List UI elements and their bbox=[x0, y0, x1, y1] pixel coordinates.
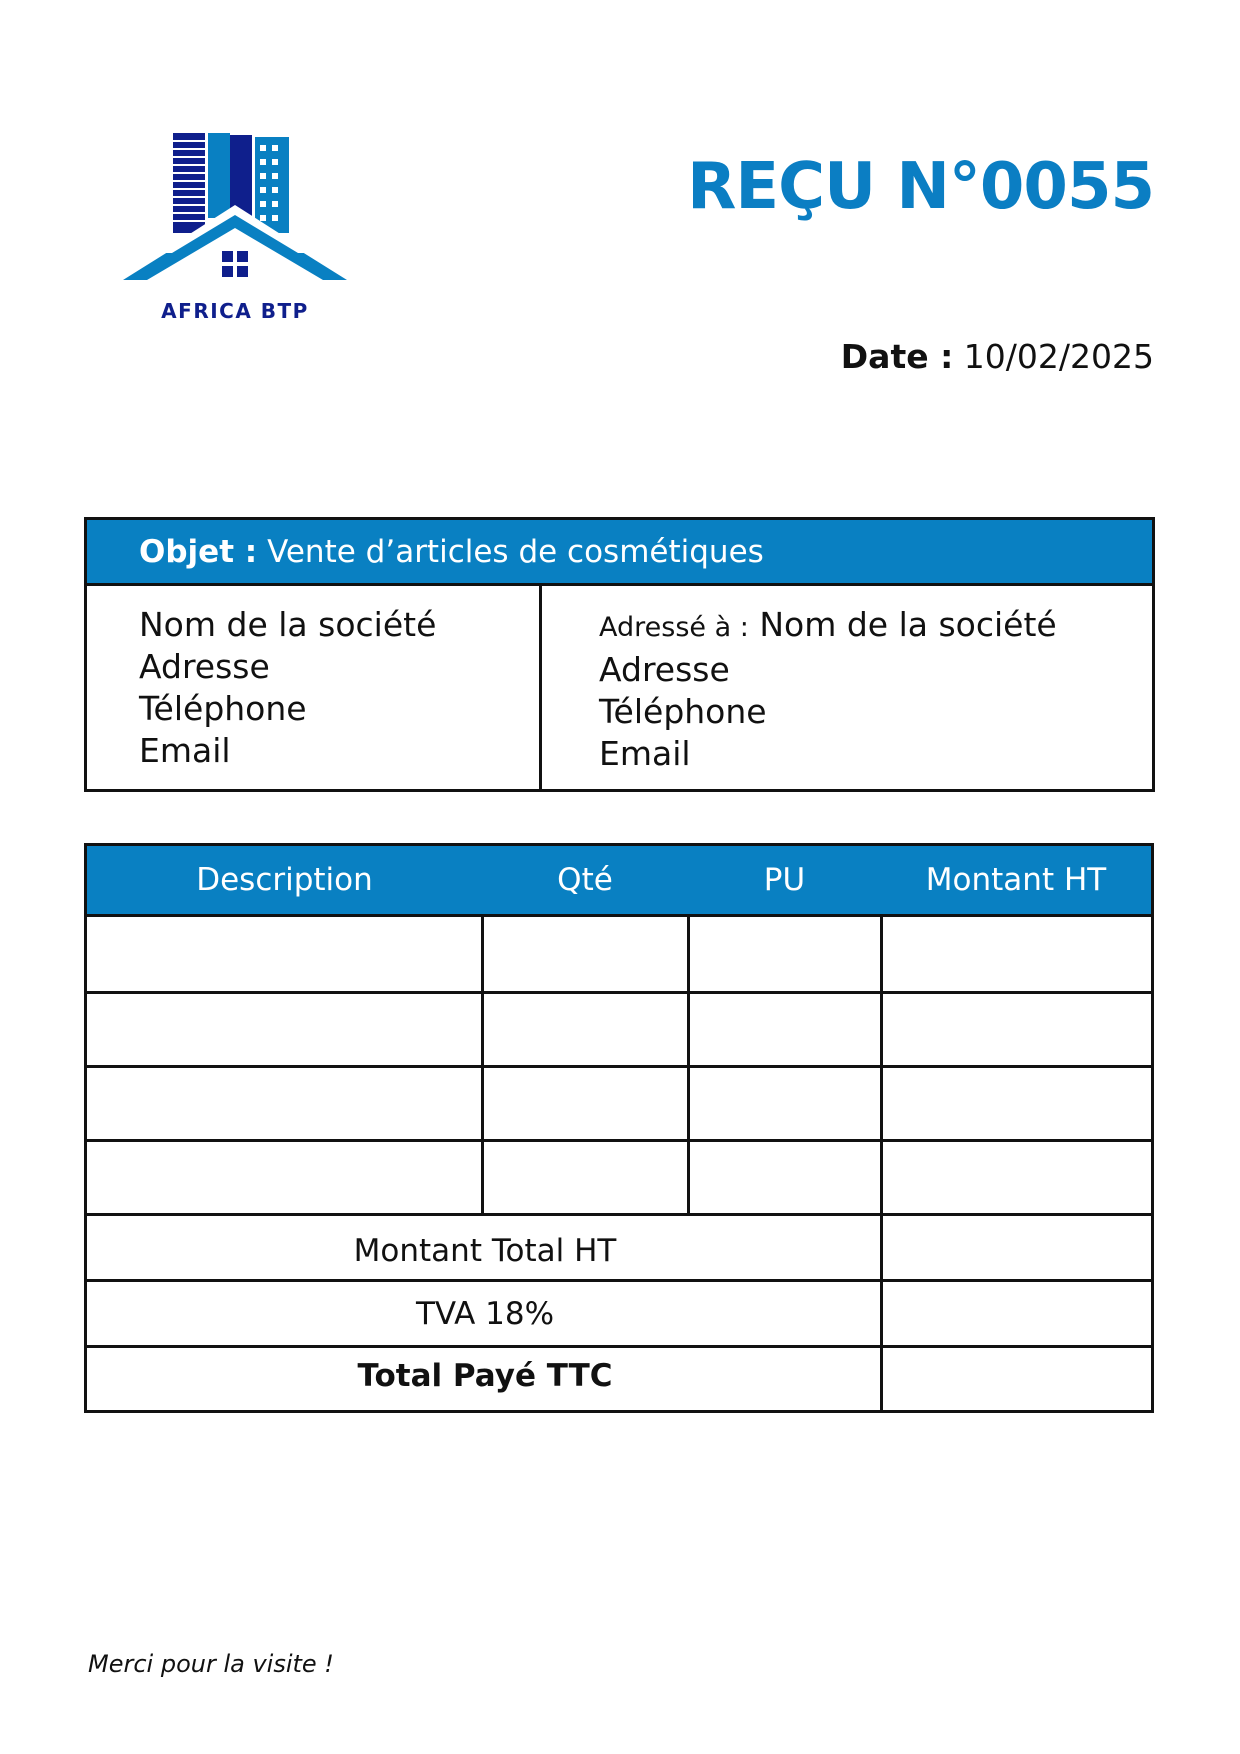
sender-company: Nom de la société bbox=[139, 605, 437, 644]
column-header-amount: Montant HT bbox=[925, 862, 1107, 898]
sender-address: Adresse bbox=[139, 647, 270, 686]
table-row bbox=[87, 1065, 1151, 1068]
company-logo bbox=[120, 125, 350, 335]
recipient-company-line bbox=[599, 604, 1057, 649]
table-row bbox=[87, 991, 1151, 994]
table-row bbox=[87, 1213, 1151, 1216]
recipient-phone: Téléphone bbox=[599, 692, 767, 731]
building-logo-icon bbox=[120, 125, 350, 295]
totals-row-divider bbox=[87, 1345, 1151, 1348]
receipt-title: REÇU N°0055 bbox=[687, 150, 1154, 224]
recipient-block bbox=[599, 604, 1057, 775]
table-header bbox=[87, 846, 1151, 917]
sender-block bbox=[139, 604, 436, 772]
column-header-qty: Qté bbox=[557, 862, 613, 898]
objet-bar bbox=[87, 520, 1152, 586]
recipient-address: Adresse bbox=[599, 650, 730, 689]
date-value: 10/02/2025 bbox=[963, 337, 1154, 376]
receipt-date bbox=[841, 337, 1154, 376]
sender-phone: Téléphone bbox=[139, 689, 307, 728]
column-header-description: Description bbox=[196, 862, 373, 898]
column-header-pu: PU bbox=[763, 862, 806, 898]
objet-value: Vente d’articles de cosmétiques bbox=[267, 534, 764, 570]
recipient-prefix: Adressé à : bbox=[599, 612, 749, 643]
recipient-company: Nom de la société bbox=[759, 605, 1057, 644]
totals-row-divider bbox=[87, 1279, 1151, 1282]
table-row bbox=[87, 1139, 1151, 1142]
recipient-email: Email bbox=[599, 734, 691, 773]
sender-email: Email bbox=[139, 731, 231, 770]
footer-thanks: Merci pour la visite ! bbox=[88, 1650, 334, 1678]
parties-box bbox=[84, 517, 1155, 792]
total-ht-label: Montant Total HT bbox=[353, 1233, 617, 1269]
date-label: Date : bbox=[840, 337, 954, 376]
objet-label: Objet : bbox=[139, 534, 258, 570]
parties-divider bbox=[539, 586, 542, 789]
logo-text: AFRICA BTP bbox=[161, 299, 309, 323]
objet-line bbox=[139, 534, 764, 570]
items-table bbox=[84, 843, 1154, 1413]
total-ttc-label: Total Payé TTC bbox=[357, 1358, 613, 1394]
tva-label: TVA 18% bbox=[415, 1296, 555, 1332]
